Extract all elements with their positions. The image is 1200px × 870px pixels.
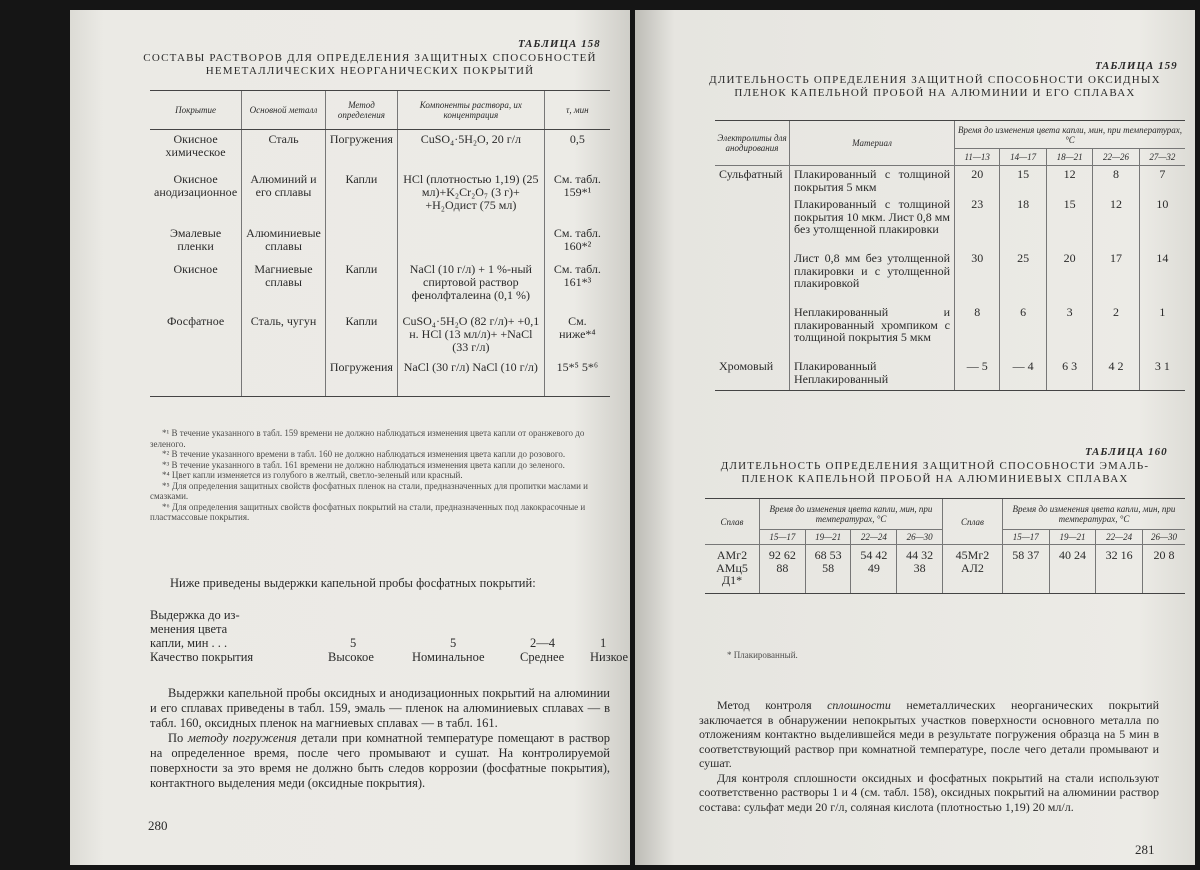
cell: Плакированный Неплакированный [790, 358, 955, 391]
body-text [150, 686, 610, 791]
cell: 17 [1093, 250, 1139, 304]
cell: См. ниже*⁴ [544, 312, 610, 358]
cell: Сталь [242, 130, 326, 171]
cell: 54 42 49 [851, 545, 897, 594]
cell [150, 358, 242, 397]
cell: 20 8 [1143, 545, 1185, 594]
cell: 8 [955, 304, 1000, 358]
table-158-title: СОСТАВЫ РАСТВОРОВ ДЛЯ ОПРЕДЕЛЕНИЯ ЗАЩИТНЫХ СПОСОБНОСТЕЙ НЕМЕТАЛЛИЧЕСКИХ НЕОРГАНИЧЕСКИХ ПОКРЫТИЙ [143, 52, 597, 77]
cell: 12 [1093, 196, 1139, 250]
para-italic: методу погружения [187, 731, 297, 745]
cell: 14 [1139, 250, 1185, 304]
para-lead: Метод контроля [717, 698, 828, 712]
cell: Магниевые сплавы [242, 260, 326, 312]
cell: См. табл. 160*² [544, 224, 610, 260]
temp-header: 27—32 [1139, 149, 1185, 166]
table-160 [705, 498, 1185, 594]
temp-header: 19—21 [1049, 530, 1096, 545]
cell: 2 [1093, 304, 1139, 358]
table-158 [150, 90, 610, 397]
footnote: *³ В течение указанного в табл. 161 времени не должно наблюдаться изменения цвета капли до зеленого. [162, 459, 565, 470]
table-row [715, 166, 1185, 197]
cell: 8 [1093, 166, 1139, 197]
cell: Алюминиевые сплавы [242, 224, 326, 260]
cell [715, 250, 790, 304]
table-row [150, 312, 610, 358]
cell: 15 [1046, 196, 1092, 250]
table-160-title: ДЛИТЕЛЬНОСТЬ ОПРЕДЕЛЕНИЯ ЗАЩИТНОЙ СПОСОБНОСТИ ЭМАЛЬ-ПЛЕНОК КАПЕЛЬНОЙ ПРОБОЙ НА АЛЮМИНИЕВЫХ СПЛАВАХ [720, 460, 1150, 485]
table-header-row [705, 499, 1185, 530]
col-header: τ, мин [544, 91, 610, 130]
cell: 3 [1046, 304, 1092, 358]
quality-value: Среднее [520, 650, 565, 664]
table-row [705, 545, 1185, 594]
exposure-value: 5 [450, 636, 457, 650]
table-header-row [715, 121, 1185, 149]
cell: 68 53 58 [805, 545, 851, 594]
footnote: *² В течение указанного времени в табл. 160 не должно наблюдаться изменения цвета капли до розового. [162, 449, 566, 459]
cell [715, 196, 790, 250]
footnote: *⁶ Для определения защитных свойств фосфатных покрытий на стали, предназначенных под лакокрасочные и пластмассовые покрытия. [150, 501, 586, 522]
paragraph [699, 698, 1159, 771]
cell: NaCl (30 г/л) NaCl (10 г/л) [397, 358, 544, 397]
body-text [699, 698, 1159, 814]
cell: 20 [1046, 250, 1092, 304]
table-row [715, 196, 1185, 250]
exposure-label-row [150, 608, 610, 622]
cell: 15*⁵ 5*⁶ [544, 358, 610, 397]
table-160-label: ТАБЛИЦА 160 [1085, 446, 1168, 458]
paragraph: Выдержки капельной пробы оксидных и анодизационных покрытий на алюминии и его сплавах приведены в табл. 159, эмаль — пленок на алюминиевых сплавах — в табл. 160, оксидных пленок на магниевых сплавах — в табл. 161. [150, 686, 610, 730]
temp-header: 22—24 [851, 530, 897, 545]
page-number: 280 [148, 818, 168, 833]
col-header: Метод определения [325, 91, 397, 130]
exposure-intro: Ниже приведены выдержки капельной пробы фосфатных покрытий: [170, 576, 536, 590]
cell: 45Мг2 АЛ2 [942, 545, 1002, 594]
footnote: *¹ В течение указанного в табл. 159 времени не должно наблюдаться изменения цвета капли от оранжевого до зеленого. [150, 428, 585, 449]
table-159-label: ТАБЛИЦА 159 [1095, 60, 1178, 72]
cell: 44 32 38 [897, 545, 943, 594]
cell: Окисное [173, 262, 218, 276]
exposure-values-row [150, 636, 610, 650]
table-row [150, 224, 610, 260]
cell: Лист 0,8 мм без утолщенной плакировки и с утолщенной плакировкой [790, 250, 955, 304]
para-rest: детали при комнатной температуре помещают в раствор на определенное время, после чего промывают и сушат. На контролируемой поверхности за это время не должно быть следов коррозии (фосфатные покрытия), контактного выделения меди (оксидные покрытия). [150, 731, 610, 790]
col-header: Компоненты раствора, их концентрация [397, 91, 544, 130]
cell: Плакированный с толщиной покрытия 5 мкм [790, 166, 955, 197]
table-row [715, 358, 1185, 391]
exposure-value: 1 [600, 636, 607, 650]
cell: 3 1 [1139, 358, 1185, 391]
temp-header: 14—17 [1000, 149, 1046, 166]
exposure-label-row [150, 622, 610, 636]
col-header: Материал [790, 121, 955, 166]
exposure-label: капли, мин . . . [150, 636, 228, 650]
col-header: Покрытие [150, 91, 242, 130]
temp-header: 15—17 [760, 530, 806, 545]
temp-header: 11—13 [955, 149, 1000, 166]
table-row [150, 130, 610, 171]
cell: 18 [1000, 196, 1046, 250]
cell: 25 [1000, 250, 1046, 304]
cell: 23 [955, 196, 1000, 250]
table-header-row [150, 91, 610, 130]
cell: 7 [1139, 166, 1185, 197]
cell: См. табл. 161*³ [544, 260, 610, 312]
cell [325, 224, 397, 260]
col-header: Время до изменения цвета капли, мин, при температурах, °С [1002, 499, 1185, 530]
exposure-value: 2—4 [530, 636, 555, 650]
cell: 32 16 [1096, 545, 1143, 594]
col-header: Сплав [942, 499, 1002, 545]
exposure-table [150, 608, 629, 664]
para-italic: сплошности [827, 698, 891, 712]
cell: 15 [1000, 166, 1046, 197]
cell: Сталь, чугун [242, 312, 326, 358]
cell: NaCl (10 г/л) + 1 %-ный спиртовой раствор фенолфталеина (0,1 %) [397, 260, 544, 312]
footnote: *⁴ Цвет капли изменяется из голубого в желтый, светло-зеленый или красный. [162, 470, 463, 480]
cell: Капли [325, 312, 397, 358]
temp-header: 26—30 [897, 530, 943, 545]
paragraph: Для контроля сплошности оксидных и фосфатных покрытий на стали используют соответственно растворы 1 и 4 (см. табл. 158), оксидных покрытий на алюминии раствор состава: сульфат меди 20 г/л, соляная кислота (плотностью 1,19) 20 мл/л. [699, 770, 1159, 814]
footnote: *⁵ Для определения защитных свойств фосфатных пленок на стали, предназначенных для пропитки маслами и смазками. [150, 480, 588, 501]
page-number: 281 [1135, 842, 1155, 857]
cell: Неплакированный и плакированный хромпиком с толщиной покрытия 5 мкм [790, 304, 955, 358]
col-header: Время до изменения цвета капли, мин, при температурах, °С [955, 121, 1186, 149]
cell: 20 [955, 166, 1000, 197]
cell: См. табл. 159*¹ [544, 170, 610, 224]
right-page [635, 10, 1195, 865]
cell: 92 62 88 [760, 545, 806, 594]
cell: CuSO₄·5H₂O, 20 г/л [397, 130, 544, 171]
cell: Плакированный с толщиной покрытия 10 мкм. Лист 0,8 мм без утолщенной плакировки [790, 196, 955, 250]
quality-value: Номинальное [412, 650, 485, 664]
quality-row [150, 650, 629, 664]
table-159-title: ДЛИТЕЛЬНОСТЬ ОПРЕДЕЛЕНИЯ ЗАЩИТНОЙ СПОСОБНОСТИ ОКСИДНЫХ ПЛЕНОК КАПЕЛЬНОЙ ПРОБОЙ НА АЛЮМИНИИ И ЕГО СПЛАВАХ [709, 74, 1161, 99]
table-row [150, 358, 610, 397]
cell: Капли [325, 260, 397, 312]
cell: 4 2 [1093, 358, 1139, 391]
table-158-footnotes [150, 428, 610, 523]
cell: 58 37 [1002, 545, 1049, 594]
cell: Окисное химическое [165, 132, 226, 159]
quality-label: Качество покрытия [150, 650, 254, 664]
cell: 6 3 [1046, 358, 1092, 391]
cell: — 4 [1000, 358, 1046, 391]
temp-header: 22—26 [1093, 149, 1139, 166]
cell: HCl (плотностью 1,19) (25 мл)+K₂Cr₂O₇ (3 г)+ +H₂Oдист (75 мл) [397, 170, 544, 224]
exposure-value: 5 [350, 636, 357, 650]
col-header: Электролиты для анодирования [715, 121, 790, 166]
table-159 [715, 120, 1185, 391]
col-header: Время до изменения цвета капли, мин, при температурах, °С [760, 499, 943, 530]
cell [715, 304, 790, 358]
cell: Окисное анодизационное [154, 172, 238, 199]
cell: Капли [325, 170, 397, 224]
temp-header: 18—21 [1046, 149, 1092, 166]
table-160-footnote: * Плакированный. [727, 650, 798, 660]
cell [242, 358, 326, 397]
col-header: Сплав [705, 499, 760, 545]
cell: АМг2 АМц5 Д1* [705, 545, 760, 594]
cell: Хромовый [715, 358, 790, 391]
table-row [715, 304, 1185, 358]
cell: Сульфатный [719, 167, 783, 181]
cell: Фосфатное [166, 314, 225, 328]
quality-value: Низкое [590, 650, 629, 664]
cell: 0,5 [544, 130, 610, 171]
cell: 30 [955, 250, 1000, 304]
exposure-label: Выдержка до из- [150, 608, 240, 622]
temp-header: 15—17 [1002, 530, 1049, 545]
para-lead: По [168, 731, 188, 745]
cell: Алюминий и его сплавы [242, 170, 326, 224]
cell: 12 [1046, 166, 1092, 197]
exposure-label: менения цвета [150, 622, 228, 636]
cell: 40 24 [1049, 545, 1096, 594]
temp-header: 19—21 [805, 530, 851, 545]
col-header: Основной металл [242, 91, 326, 130]
cell: 10 [1139, 196, 1185, 250]
cell: — 5 [955, 358, 1000, 391]
para-rest: неметаллических неорганических покрытий заключается в обнаружении непокрытых участков поверхности основного металла по отложениям контактно выделившейся меди в результате погружения образца на 5 мин в соответствующий раствор при комнатной температуре, после чего детали промывают и сушат. [699, 698, 1159, 770]
left-page [70, 10, 630, 865]
cell: Эмалевые пленки [169, 226, 222, 253]
table-row [150, 260, 610, 312]
temp-header: 22—24 [1096, 530, 1143, 545]
paragraph [150, 731, 610, 791]
cell: 1 [1139, 304, 1185, 358]
cell: CuSO₄·5H₂O (82 г/л)+ +0,1 н. HCl (13 мл/л)+ +NaCl (33 г/л) [397, 312, 544, 358]
table-158-label: ТАБЛИЦА 158 [518, 38, 601, 50]
cell [397, 224, 544, 260]
table-row [150, 170, 610, 224]
cell: 6 [1000, 304, 1046, 358]
temp-header: 26—30 [1143, 530, 1185, 545]
cell: Погружения [325, 358, 397, 397]
cell: Погружения [325, 130, 397, 171]
quality-value: Высокое [328, 650, 374, 664]
table-row [715, 250, 1185, 304]
